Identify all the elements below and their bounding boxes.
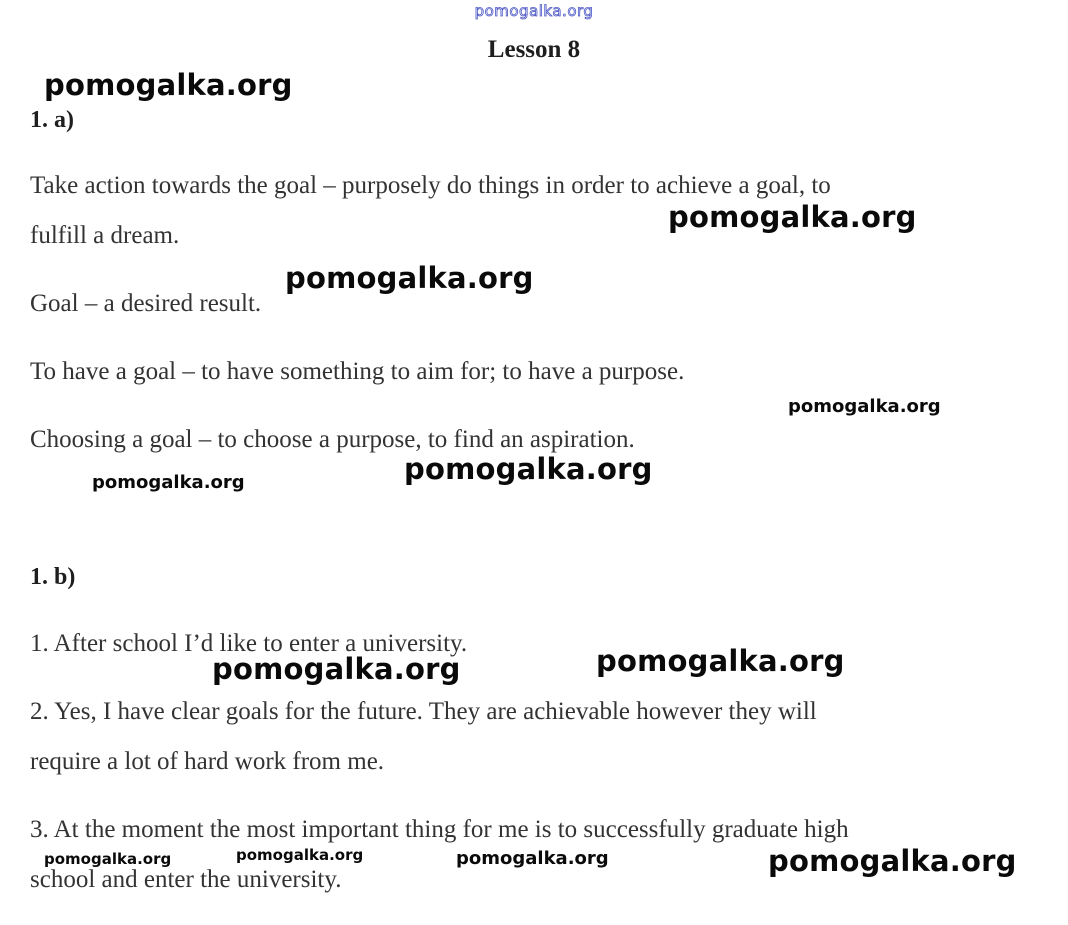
section-b-line: school and enter the university. [30, 866, 342, 893]
watermark: pomogalka.org [668, 200, 917, 234]
watermark: pomogalka.org [596, 644, 845, 678]
watermark: pomogalka.org [236, 846, 364, 864]
section-a-line: Take action towards the goal – purposely do things in order to achieve a goal, to [30, 172, 831, 199]
watermark: pomogalka.org [456, 848, 609, 869]
section-a-line: Goal – a desired result. [30, 290, 262, 317]
section-b-line: 3. At the moment the most important thing for me is to successfully graduate high [30, 816, 849, 843]
section-b-line: require a lot of hard work from me. [30, 748, 385, 775]
top-watermark: pomogalka.org [474, 2, 594, 20]
section-b-heading: 1. b) [30, 564, 76, 590]
watermark: pomogalka.org [285, 261, 534, 295]
watermark: pomogalka.org [768, 844, 1017, 878]
page-title: Lesson 8 [487, 36, 581, 63]
watermark: pomogalka.org [92, 472, 245, 493]
section-b-line: 2. Yes, I have clear goals for the future. They are achievable however they will [30, 698, 817, 725]
watermark: pomogalka.org [404, 452, 653, 486]
section-a-line: fulfill a dream. [30, 222, 180, 249]
watermark: pomogalka.org [44, 850, 172, 868]
watermark: pomogalka.org [212, 652, 461, 686]
section-a-line: Choosing a goal – to choose a purpose, to find an aspiration. [30, 426, 635, 453]
section-a-line: To have a goal – to have something to aim for; to have a purpose. [30, 358, 685, 385]
section-a-heading: 1. a) [30, 107, 74, 133]
watermark: pomogalka.org [788, 396, 941, 417]
section-b-line: 1. After school I’d like to enter a university. [30, 630, 468, 657]
watermark: pomogalka.org [44, 68, 293, 102]
